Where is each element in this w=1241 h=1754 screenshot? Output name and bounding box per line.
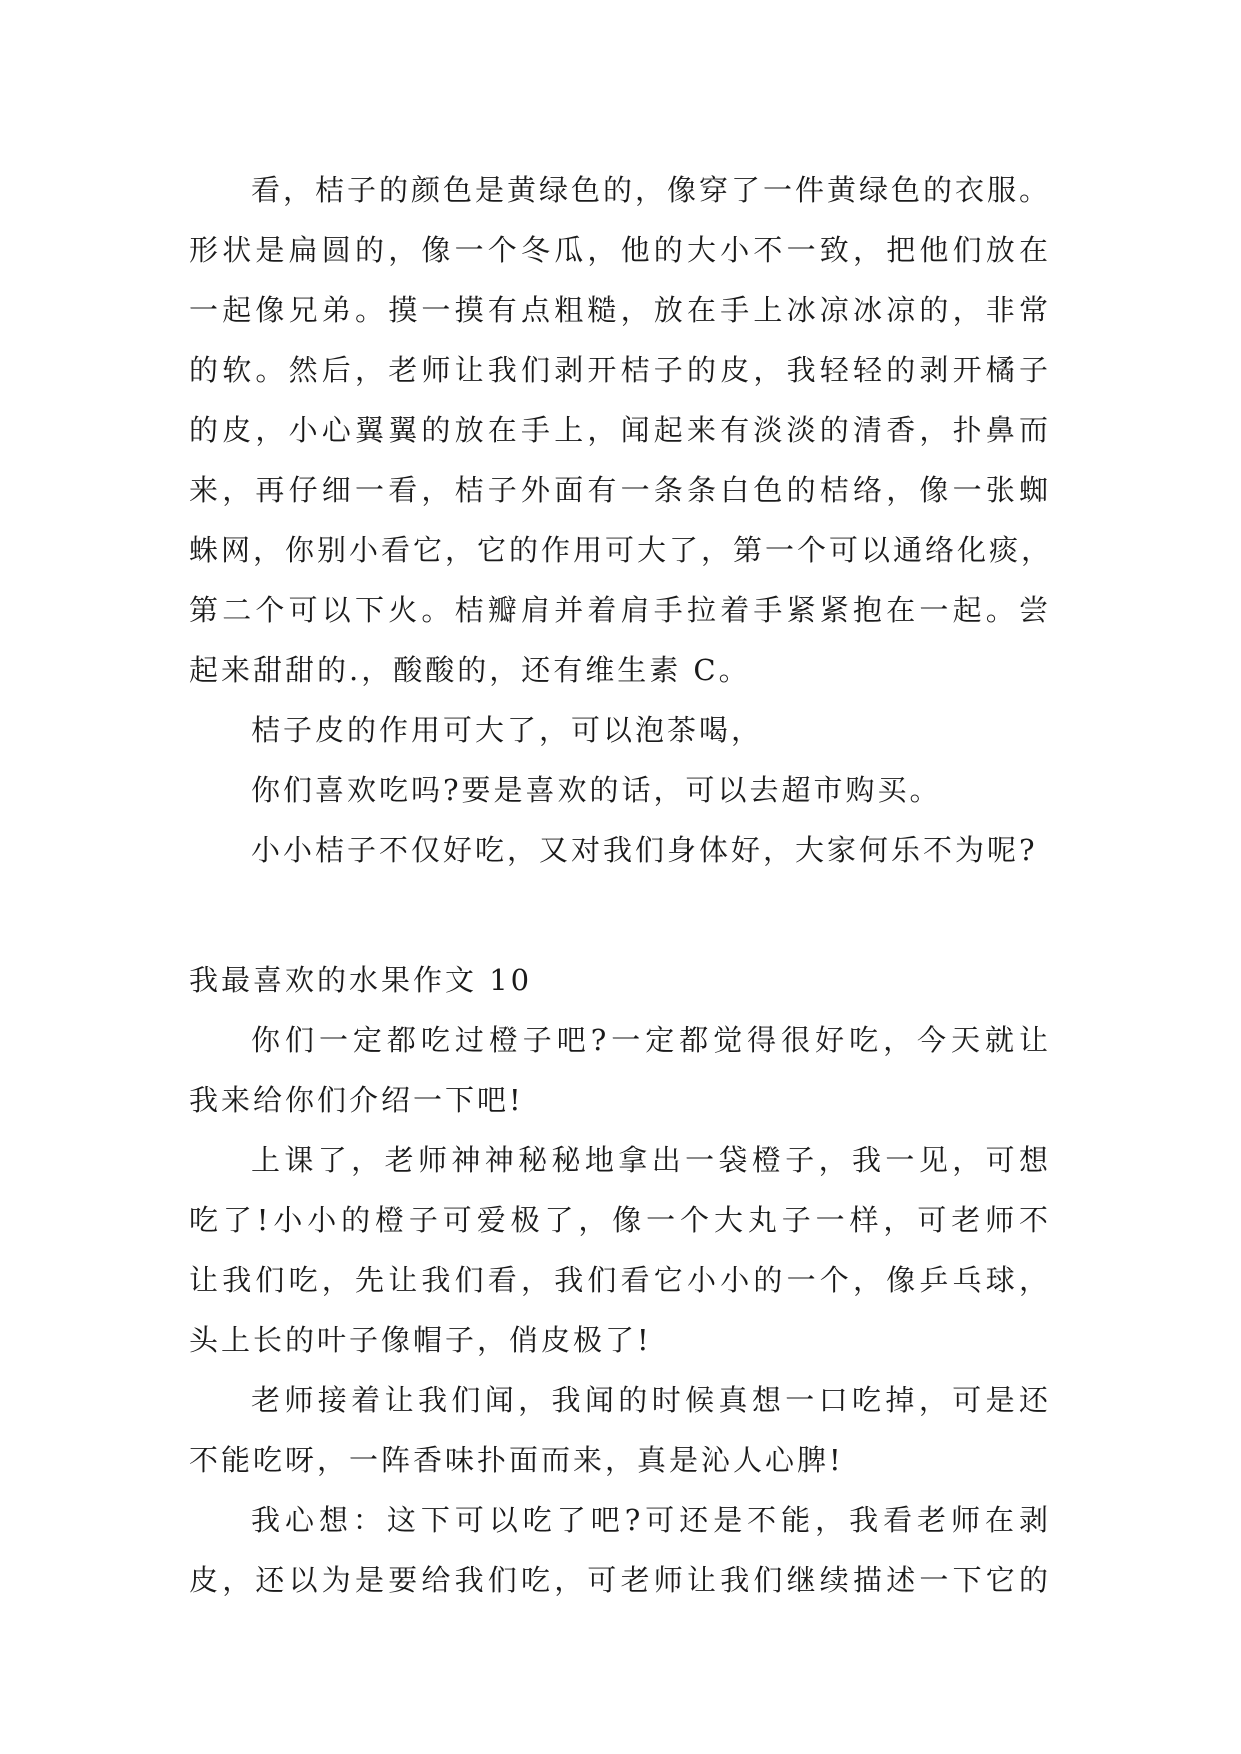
text-line: 我来给你们介绍一下吧! [189,1083,524,1117]
document-body [189,160,1054,1610]
text-line: 看，桔子的颜色是黄绿色的，像穿了一件黄绿色的衣服。 [251,173,1052,207]
text-line: 桔子皮的作用可大了，可以泡茶喝， [251,713,764,747]
section-title: 我最喜欢的水果作文 10 [189,963,533,997]
text-line: 皮，还以为是要给我们吃，可老师让我们继续描述一下它的 [189,1563,1051,1597]
text-line: 你们一定都吃过橙子吧?一定都觉得很好吃，今天就让 [251,1023,1051,1057]
section-spacer [189,880,1051,950]
text-line: 让我们吃，先让我们看，我们看它小小的一个，像乒乓球， [189,1263,1051,1297]
text-line: 老师接着让我们闻，我闻的时候真想一口吃掉，可是还 [251,1383,1051,1417]
text-line: 小小桔子不仅好吃，又对我们身体好，大家何乐不为呢? [251,833,1038,867]
section-2 [189,950,1051,1610]
text-line: 我心想：这下可以吃了吧?可还是不能，我看老师在剥 [251,1503,1051,1537]
paragraph [189,1130,1051,1370]
text-line: 蛛网，你别小看它，它的作用可大了，第一个可以通络化痰， [189,533,1054,567]
text-line: 的软。然后，老师让我们剥开桔子的皮，我轻轻的剥开橘子 [189,353,1051,387]
text-line: 来，再仔细一看，桔子外面有一条条白色的桔络，像一张蜘 [189,473,1051,507]
text-line: 吃了!小小的橙子可爱极了，像一个大丸子一样，可老师不 [189,1203,1051,1237]
section-1 [189,160,1054,880]
paragraph [189,1010,1051,1130]
text-line: 起来甜甜的.，酸酸的，还有维生素 C。 [189,653,751,687]
text-line: 不能吃呀，一阵香味扑面而来，真是沁人心脾! [189,1443,844,1477]
paragraph [189,1370,1051,1490]
paragraph [189,820,1051,880]
text-line: 头上长的叶子像帽子，俏皮极了! [189,1323,652,1357]
paragraph [189,1490,1051,1610]
paragraph [189,760,1051,820]
text-line: 一起像兄弟。摸一摸有点粗糙，放在手上冰凉冰凉的，非常 [189,293,1051,327]
text-line: 上课了，老师神神秘秘地拿出一袋橙子，我一见，可想 [251,1143,1051,1177]
paragraph [189,160,1054,700]
text-line: 第二个可以下火。桔瓣肩并着肩手拉着手紧紧抱在一起。尝 [189,593,1051,627]
text-line: 的皮，小心翼翼的放在手上，闻起来有淡淡的清香，扑鼻而 [189,413,1051,447]
text-line: 形状是扁圆的，像一个冬瓜，他的大小不一致，把他们放在 [189,233,1051,267]
paragraph [189,700,1051,760]
text-line: 你们喜欢吃吗?要是喜欢的话，可以去超市购买。 [251,773,942,807]
